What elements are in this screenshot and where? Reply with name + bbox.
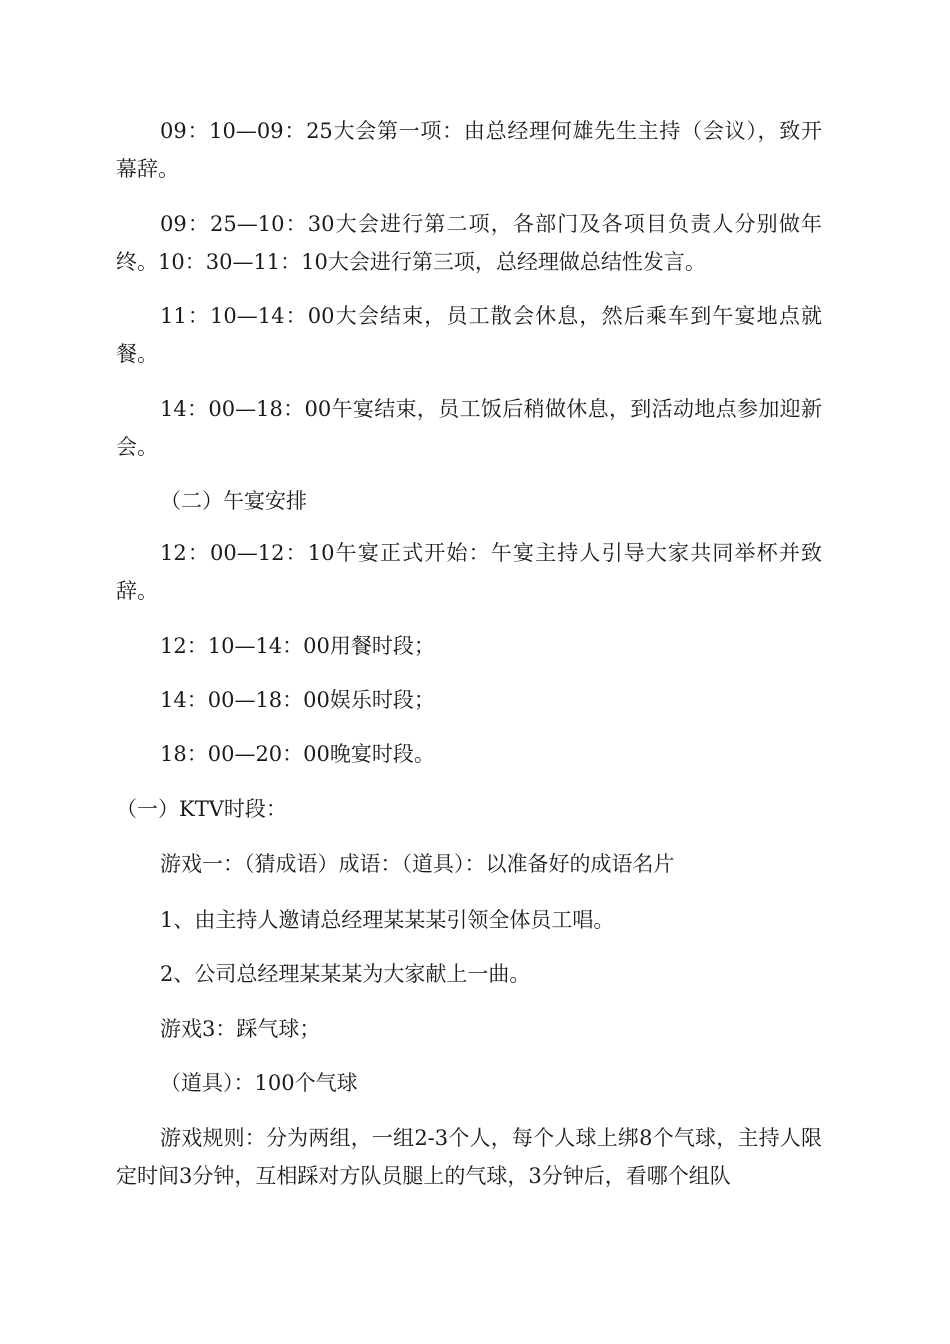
list-item-1: 1、由主持人邀请总经理某某某引领全体员工唱。 (160, 908, 615, 932)
section-heading-ktv: （一）KTV时段： (116, 797, 287, 821)
paragraph-meal-time: 12：10—14：00用餐时段； (160, 634, 435, 658)
paragraph-second-item: 09：25—10：30大会进行第二项，各部门及各项目负责人分别做年终。10：30—11：10大会进行第三项，总经理做总结性发言。 (116, 212, 822, 274)
paragraph-meeting-end: 11：10—14：00大会结束，员工散会休息，然后乘车到午宴地点就餐。 (116, 304, 822, 366)
paragraph-game-three: 游戏3：踩气球； (160, 1017, 321, 1041)
paragraph-entertainment-time: 14：00—18：00娱乐时段； (160, 688, 435, 712)
paragraph-game-one: 游戏一：（猜成语）成语：（道具）：以准备好的成语名片 (160, 852, 675, 876)
paragraph-props: （道具）：100个气球 (160, 1071, 358, 1095)
paragraph-dinner-time: 18：00—20：00晚宴时段。 (160, 742, 435, 766)
paragraph-game-rules: 游戏规则：分为两组，一组2-3个人，每个人球上绑8个气球，主持人限定时间3分钟，互相踩对方队员腿上的气球，3分钟后，看哪个组队 (116, 1126, 822, 1188)
paragraph-opening: 09：10—09：25大会第一项：由总经理何雄先生主持（会议），致开幕辞。 (116, 119, 822, 181)
paragraph-lunch-start: 12：00—12：10午宴正式开始：午宴主持人引导大家共同举杯并致辞。 (116, 541, 822, 603)
section-heading-lunch: （二）午宴安排 (160, 489, 307, 513)
paragraph-lunch-end: 14：00—18：00午宴结束，员工饭后稍做休息，到活动地点参加迎新会。 (116, 397, 822, 459)
list-item-2: 2、公司总经理某某某为大家献上一曲。 (160, 962, 531, 986)
